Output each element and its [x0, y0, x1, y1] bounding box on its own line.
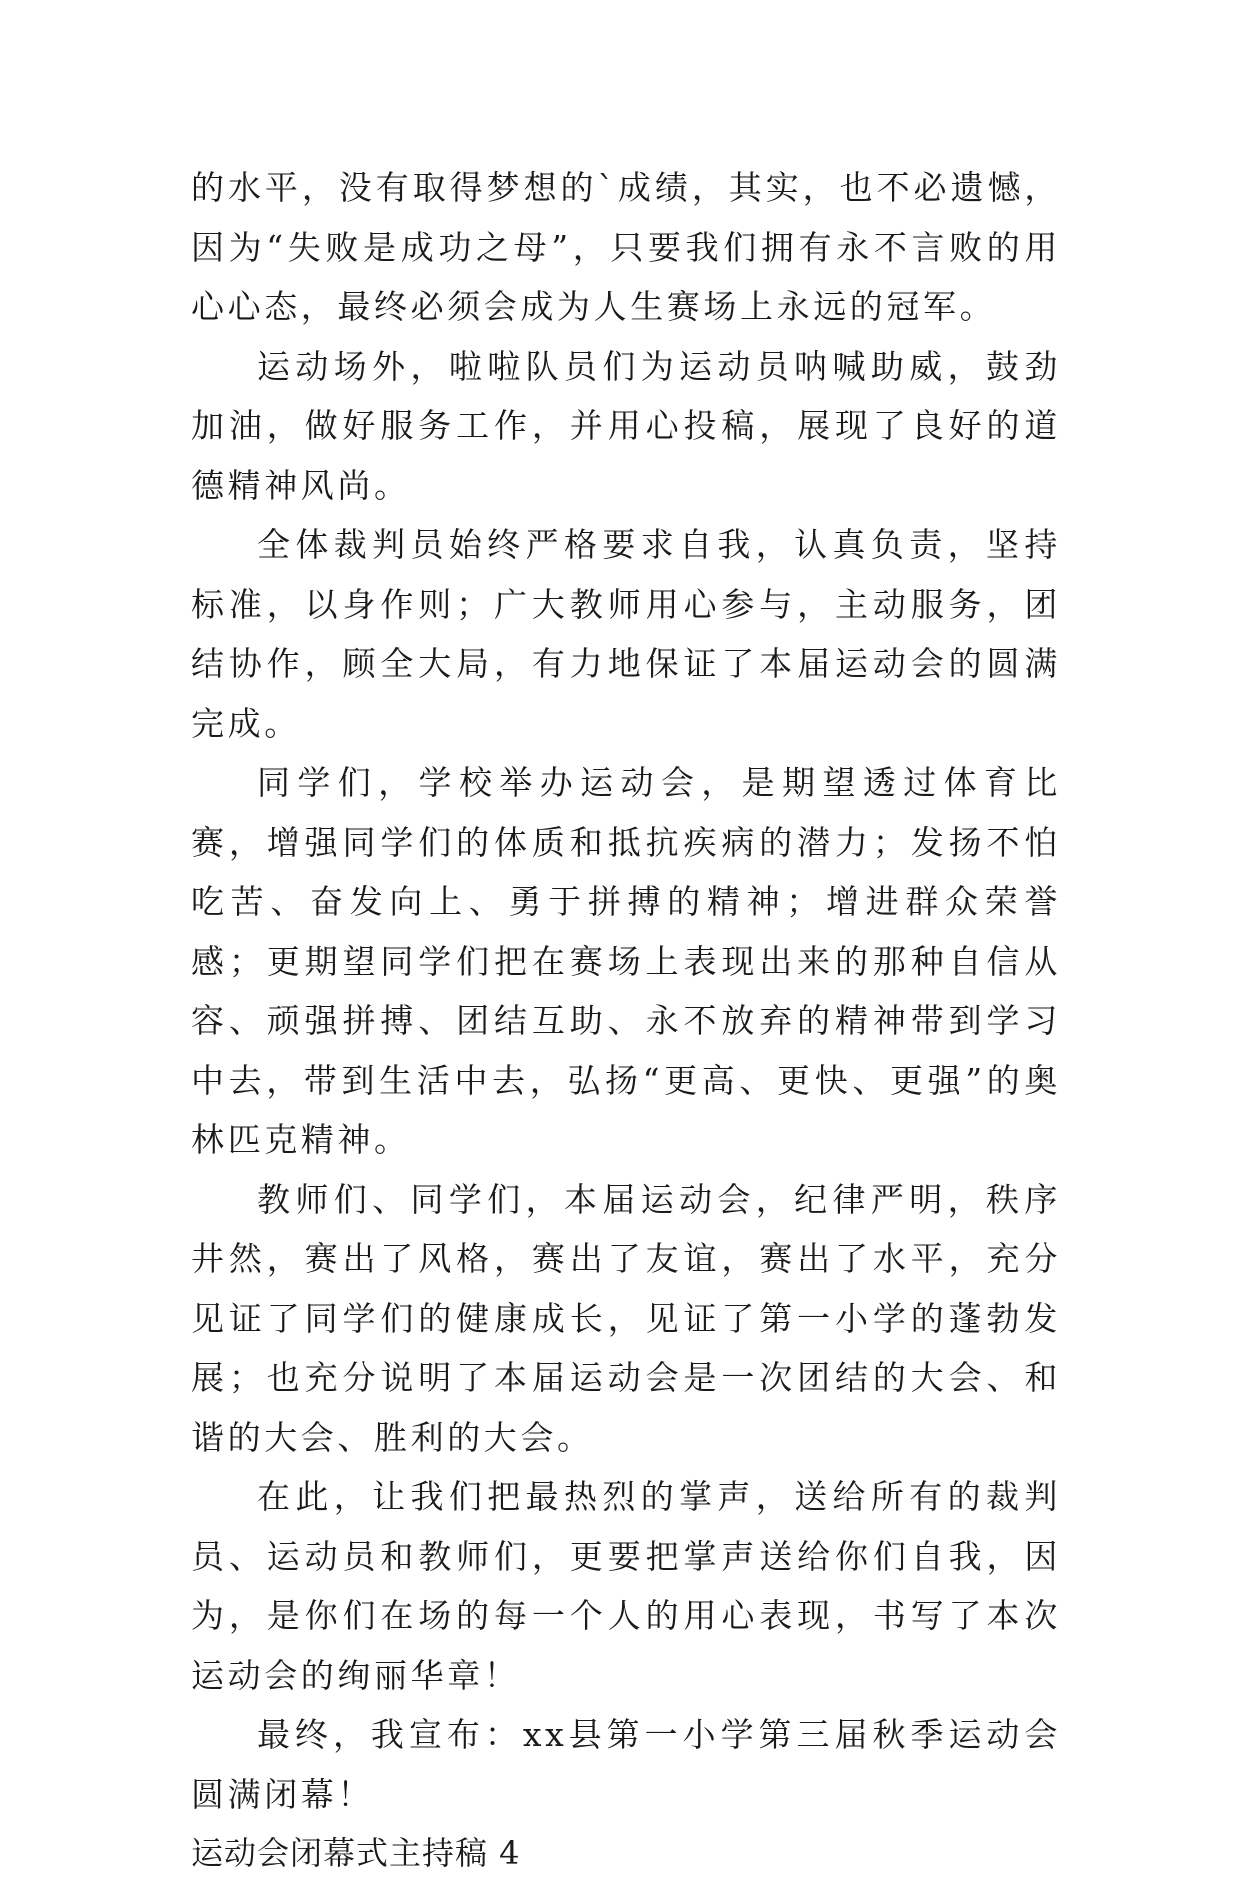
- paragraph-applause: 在此，让我们把最热烈的掌声，送给所有的裁判员、运动员和教师们，更要把掌声送给你们自我，因为，是你们在场的每一个人的用心表现，书写了本次运动会的绚丽华章！: [191, 1477, 1061, 1695]
- paragraph-cheerleaders: 运动场外，啦啦队员们为运动员呐喊助威，鼓劲加油，做好服务工作，并用心投稿，展现了良好的道德精神风尚。: [191, 346, 1061, 505]
- paragraph-continuation: 的水平，没有取得梦想的`成绩，其实，也不必遗憾，因为“失败是成功之母”，只要我们拥有永不言败的用心心态，最终必须会成为人生赛场上永远的冠军。: [191, 168, 1061, 326]
- paragraph-students: 同学们，学校举办运动会，是期望透过体育比赛，增强同学们的体质和抵抗疾病的潜力；发扬不怕吃苦、奋发向上、勇于拼搏的精神；增进群众荣誉感；更期望同学们把在赛场上表现出来的那种自信从容、顽强拼搏、团结互助、永不放弃的精神带到学习中去，带到生活中去，弘扬“更高、更快、更强”的奥林匹克精神。: [191, 763, 1061, 1159]
- document-body: [191, 158, 1061, 1884]
- paragraph-closing-announcement: 最终，我宣布：xx县第一小学第三届秋季运动会圆满闭幕！: [191, 1715, 1061, 1814]
- paragraph-referees: 全体裁判员始终严格要求自我，认真负责，坚持标准，以身作则；广大教师用心参与，主动服务，团结协作，顾全大局，有力地保证了本届运动会的圆满完成。: [191, 525, 1061, 743]
- paragraph-teachers-students: 教师们、同学们，本届运动会，纪律严明，秩序井然，赛出了风格，赛出了友谊，赛出了水平，充分见证了同学们的健康成长，见证了第一小学的蓬勃发展；也充分说明了本届运动会是一次团结的大会、和谐的大会、胜利的大会。: [191, 1179, 1061, 1457]
- section-heading: 运动会闭幕式主持稿 4: [191, 1834, 521, 1872]
